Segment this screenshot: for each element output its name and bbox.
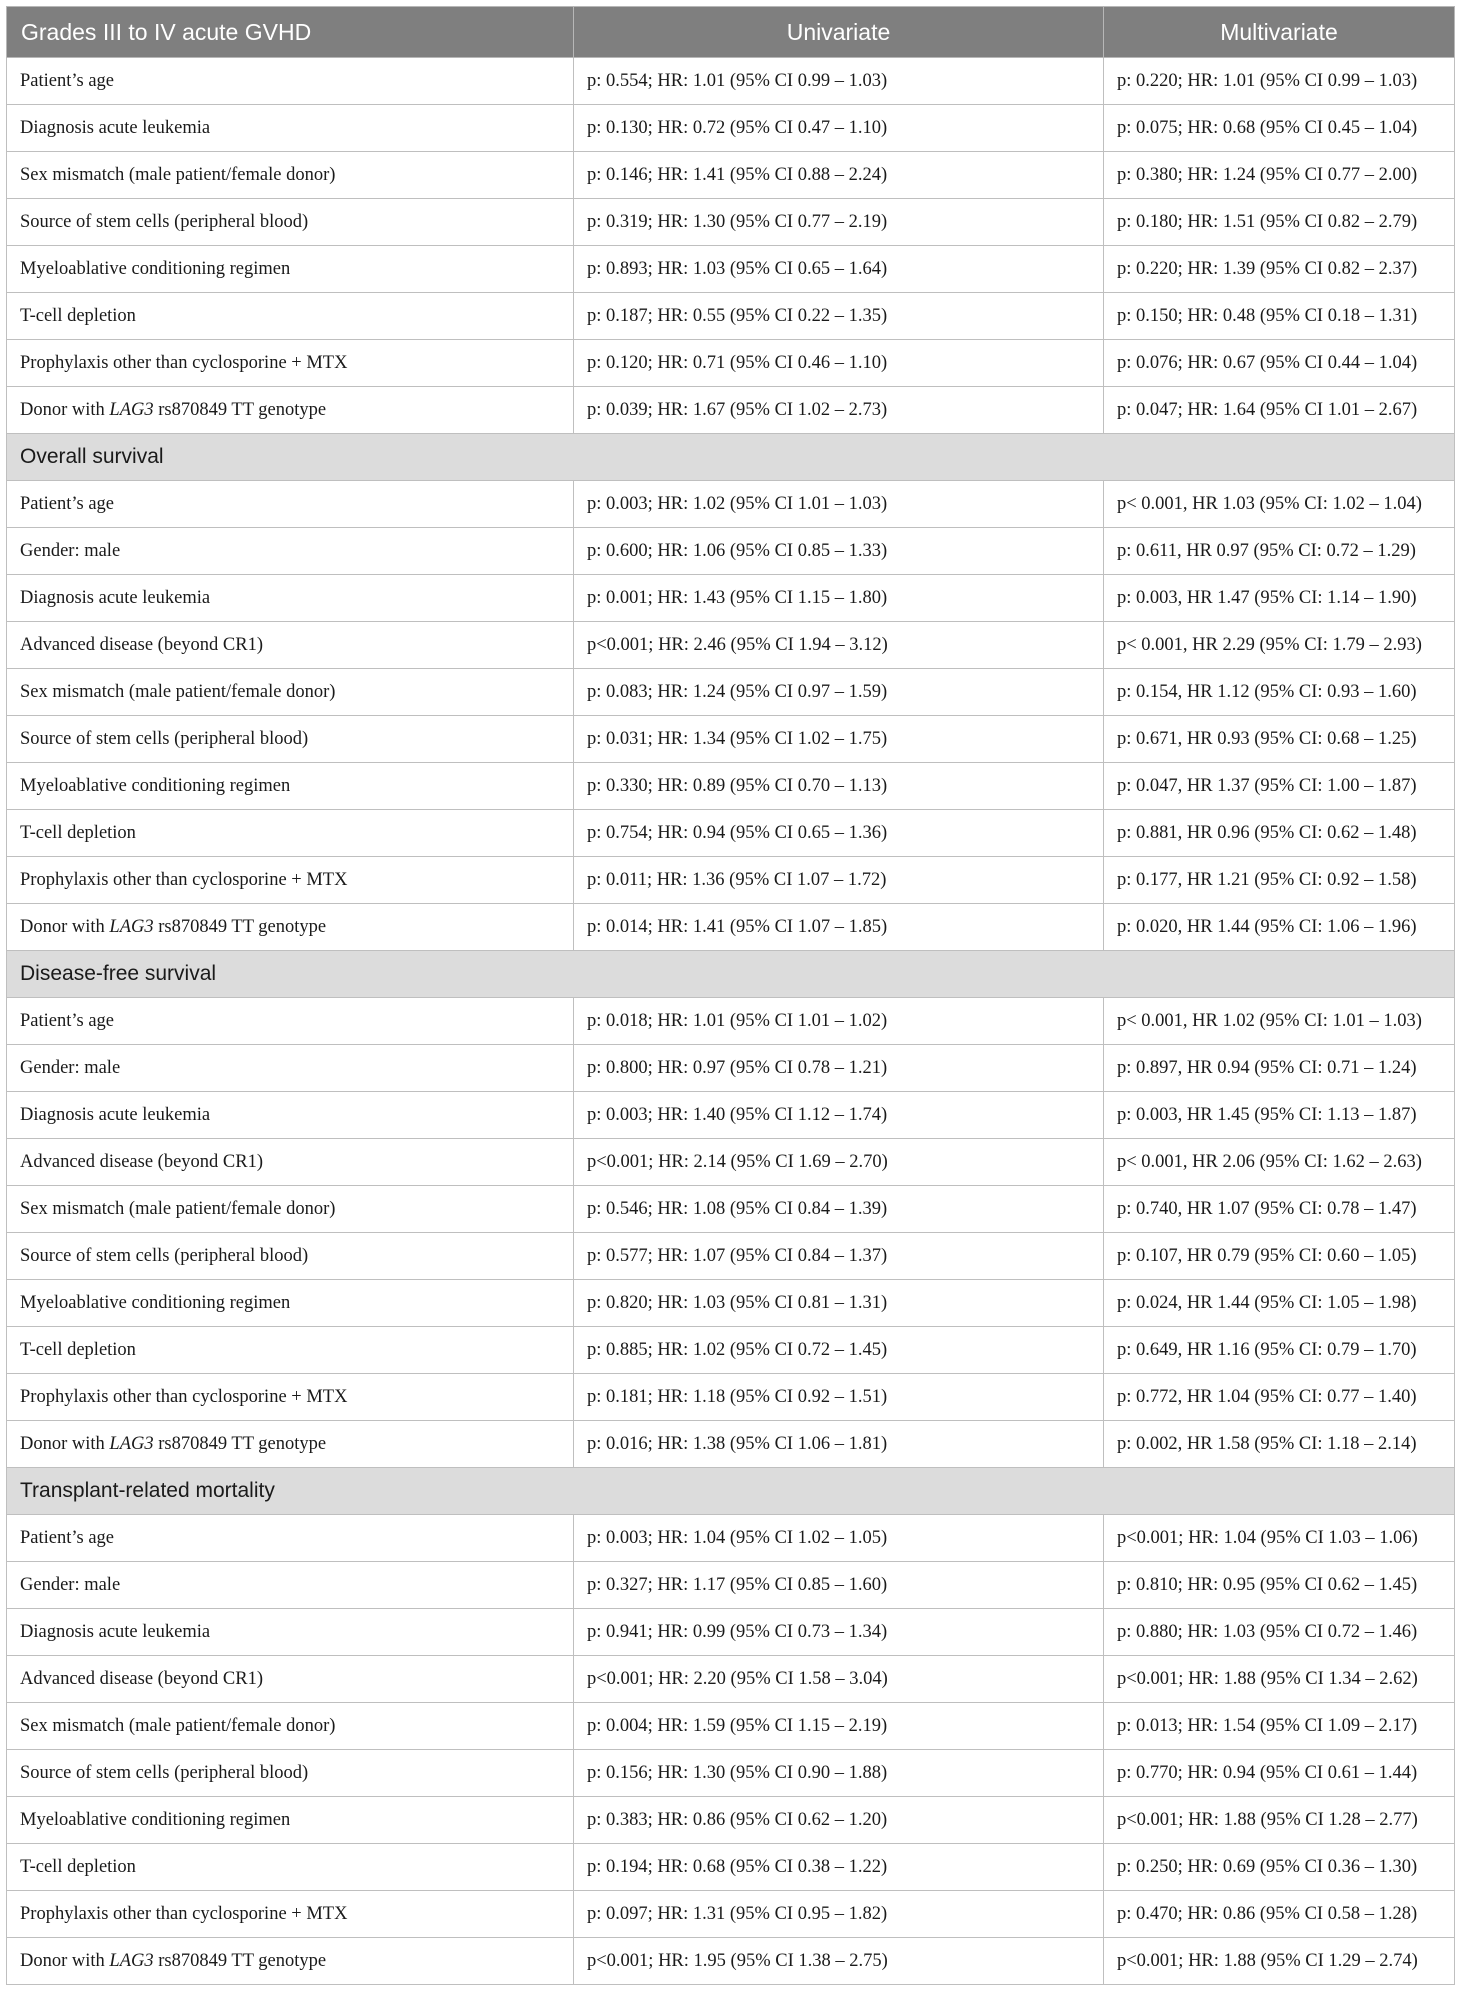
gene-name: LAG3	[109, 916, 154, 937]
multivariate-cell: p< 0.001, HR 2.29 (95% CI: 1.79 – 2.93)	[1104, 622, 1455, 669]
factor-cell	[7, 575, 574, 622]
factor-label: Myeloablative conditioning regimen	[20, 258, 291, 279]
factor-cell	[7, 1421, 574, 1468]
multivariate-cell: p<0.001; HR: 1.88 (95% CI 1.29 – 2.74)	[1104, 1938, 1455, 1985]
factor-cell	[7, 1562, 574, 1609]
multivariate-cell: p<0.001; HR: 1.04 (95% CI 1.03 – 1.06)	[1104, 1515, 1455, 1562]
factor-cell	[7, 1515, 574, 1562]
multivariate-cell: p: 0.220; HR: 1.39 (95% CI 0.82 – 2.37)	[1104, 246, 1455, 293]
table-row	[7, 904, 1455, 951]
table-row	[7, 810, 1455, 857]
table-row	[7, 763, 1455, 810]
table-row	[7, 1703, 1455, 1750]
factor-label: Advanced disease (beyond CR1)	[20, 634, 264, 655]
gene-name: LAG3	[109, 399, 154, 420]
factor-cell	[7, 105, 574, 152]
univariate-cell: p: 0.156; HR: 1.30 (95% CI 0.90 – 1.88)	[574, 1750, 1104, 1797]
factor-cell	[7, 246, 574, 293]
results-table-container	[6, 6, 1454, 1985]
factor-label: Gender: male	[20, 1574, 121, 1595]
table-body	[7, 58, 1455, 1985]
factor-label: Prophylaxis other than cyclosporine + MTX	[20, 1386, 348, 1407]
univariate-cell: p: 0.330; HR: 0.89 (95% CI 0.70 – 1.13)	[574, 763, 1104, 810]
factor-label: T-cell depletion	[20, 822, 136, 843]
header-row	[7, 7, 1455, 58]
factor-label: T-cell depletion	[20, 1339, 136, 1360]
univariate-cell: p: 0.885; HR: 1.02 (95% CI 0.72 – 1.45)	[574, 1327, 1104, 1374]
multivariate-cell: p: 0.649, HR 1.16 (95% CI: 0.79 – 1.70)	[1104, 1327, 1455, 1374]
multivariate-cell: p: 0.047; HR: 1.64 (95% CI 1.01 – 2.67)	[1104, 387, 1455, 434]
table-row	[7, 1656, 1455, 1703]
univariate-cell: p: 0.011; HR: 1.36 (95% CI 1.07 – 1.72)	[574, 857, 1104, 904]
univariate-cell: p: 0.187; HR: 0.55 (95% CI 0.22 – 1.35)	[574, 293, 1104, 340]
factor-label: Sex mismatch (male patient/female donor)	[20, 164, 336, 185]
section-header-row	[7, 951, 1455, 998]
table-row	[7, 246, 1455, 293]
factor-label: Sex mismatch (male patient/female donor)	[20, 1715, 336, 1736]
factor-cell	[7, 340, 574, 387]
multivariate-cell: p: 0.076; HR: 0.67 (95% CI 0.44 – 1.04)	[1104, 340, 1455, 387]
factor-label: Myeloablative conditioning regimen	[20, 1809, 291, 1830]
univariate-cell: p: 0.003; HR: 1.04 (95% CI 1.02 – 1.05)	[574, 1515, 1104, 1562]
factor-cell	[7, 810, 574, 857]
table-row	[7, 1844, 1455, 1891]
table-row	[7, 481, 1455, 528]
factor-cell	[7, 1186, 574, 1233]
table-row	[7, 1374, 1455, 1421]
univariate-cell: p: 0.577; HR: 1.07 (95% CI 0.84 – 1.37)	[574, 1233, 1104, 1280]
table-row	[7, 528, 1455, 575]
section-title: Transplant-related mortality	[7, 1468, 1455, 1515]
multivariate-cell: p: 0.810; HR: 0.95 (95% CI 0.62 – 1.45)	[1104, 1562, 1455, 1609]
table-row	[7, 998, 1455, 1045]
factor-label: Source of stem cells (peripheral blood)	[20, 211, 309, 232]
factor-cell	[7, 1938, 574, 1985]
factor-cell	[7, 1750, 574, 1797]
univariate-cell: p: 0.319; HR: 1.30 (95% CI 0.77 – 2.19)	[574, 199, 1104, 246]
section-title: Overall survival	[7, 434, 1455, 481]
table-row	[7, 1938, 1455, 1985]
factor-label: Diagnosis acute leukemia	[20, 1104, 211, 1125]
factor-cell	[7, 1797, 574, 1844]
factor-label-suffix: rs870849 TT genotype	[153, 1950, 327, 1971]
factor-label-suffix: rs870849 TT genotype	[153, 399, 327, 420]
table-row	[7, 1233, 1455, 1280]
table-row	[7, 340, 1455, 387]
factor-cell	[7, 58, 574, 105]
factor-cell	[7, 199, 574, 246]
multivariate-cell: p<0.001; HR: 1.88 (95% CI 1.34 – 2.62)	[1104, 1656, 1455, 1703]
univariate-cell: p: 0.120; HR: 0.71 (95% CI 0.46 – 1.10)	[574, 340, 1104, 387]
factor-cell	[7, 1374, 574, 1421]
factor-label: Patient’s age	[20, 1527, 115, 1548]
factor-cell	[7, 1139, 574, 1186]
multivariate-cell: p: 0.075; HR: 0.68 (95% CI 0.45 – 1.04)	[1104, 105, 1455, 152]
table-row	[7, 1750, 1455, 1797]
univariate-cell: p: 0.083; HR: 1.24 (95% CI 0.97 – 1.59)	[574, 669, 1104, 716]
table-row	[7, 575, 1455, 622]
factor-label: Myeloablative conditioning regimen	[20, 1292, 291, 1313]
univariate-cell: p: 0.820; HR: 1.03 (95% CI 0.81 – 1.31)	[574, 1280, 1104, 1327]
multivariate-cell: p< 0.001, HR 2.06 (95% CI: 1.62 – 2.63)	[1104, 1139, 1455, 1186]
factor-label: Patient’s age	[20, 1010, 115, 1031]
factor-label: Donor with	[20, 916, 110, 937]
factor-cell	[7, 1280, 574, 1327]
factor-cell	[7, 387, 574, 434]
factor-cell	[7, 716, 574, 763]
univariate-cell: p: 0.554; HR: 1.01 (95% CI 0.99 – 1.03)	[574, 58, 1104, 105]
multivariate-cell: p: 0.611, HR 0.97 (95% CI: 0.72 – 1.29)	[1104, 528, 1455, 575]
results-table	[6, 6, 1455, 1985]
factor-cell	[7, 1092, 574, 1139]
table-row	[7, 1515, 1455, 1562]
univariate-cell: p: 0.018; HR: 1.01 (95% CI 1.01 – 1.02)	[574, 998, 1104, 1045]
multivariate-cell: p: 0.772, HR 1.04 (95% CI: 0.77 – 1.40)	[1104, 1374, 1455, 1421]
multivariate-cell: p: 0.671, HR 0.93 (95% CI: 0.68 – 1.25)	[1104, 716, 1455, 763]
gene-name: LAG3	[109, 1433, 154, 1454]
univariate-cell: p: 0.194; HR: 0.68 (95% CI 0.38 – 1.22)	[574, 1844, 1104, 1891]
factor-label: Source of stem cells (peripheral blood)	[20, 1762, 309, 1783]
univariate-cell: p: 0.097; HR: 1.31 (95% CI 0.95 – 1.82)	[574, 1891, 1104, 1938]
factor-label: Source of stem cells (peripheral blood)	[20, 1245, 309, 1266]
factor-label: Patient’s age	[20, 493, 115, 514]
factor-cell	[7, 1233, 574, 1280]
multivariate-cell: p: 0.380; HR: 1.24 (95% CI 0.77 – 2.00)	[1104, 152, 1455, 199]
table-row	[7, 1327, 1455, 1374]
univariate-cell: p: 0.003; HR: 1.02 (95% CI 1.01 – 1.03)	[574, 481, 1104, 528]
factor-label: Donor with	[20, 399, 110, 420]
univariate-cell: p: 0.181; HR: 1.18 (95% CI 0.92 – 1.51)	[574, 1374, 1104, 1421]
factor-label: Advanced disease (beyond CR1)	[20, 1668, 264, 1689]
factor-cell	[7, 904, 574, 951]
univariate-cell: p: 0.754; HR: 0.94 (95% CI 0.65 – 1.36)	[574, 810, 1104, 857]
factor-label: Myeloablative conditioning regimen	[20, 775, 291, 796]
table-row	[7, 1609, 1455, 1656]
univariate-cell: p: 0.001; HR: 1.43 (95% CI 1.15 – 1.80)	[574, 575, 1104, 622]
table-row	[7, 1092, 1455, 1139]
factor-label: Gender: male	[20, 1057, 121, 1078]
factor-cell	[7, 1327, 574, 1374]
factor-cell	[7, 1609, 574, 1656]
factor-cell	[7, 763, 574, 810]
univariate-cell: p: 0.130; HR: 0.72 (95% CI 0.47 – 1.10)	[574, 105, 1104, 152]
univariate-cell: p: 0.146; HR: 1.41 (95% CI 0.88 – 2.24)	[574, 152, 1104, 199]
univariate-cell: p<0.001; HR: 2.20 (95% CI 1.58 – 3.04)	[574, 1656, 1104, 1703]
factor-label: T-cell depletion	[20, 305, 136, 326]
factor-label: Sex mismatch (male patient/female donor)	[20, 681, 336, 702]
univariate-cell: p<0.001; HR: 2.46 (95% CI 1.94 – 3.12)	[574, 622, 1104, 669]
header-univariate: Univariate	[574, 7, 1104, 58]
table-row	[7, 387, 1455, 434]
table-row	[7, 58, 1455, 105]
factor-label: Donor with	[20, 1433, 110, 1454]
univariate-cell: p: 0.003; HR: 1.40 (95% CI 1.12 – 1.74)	[574, 1092, 1104, 1139]
multivariate-cell: p: 0.897, HR 0.94 (95% CI: 0.71 – 1.24)	[1104, 1045, 1455, 1092]
factor-label: Prophylaxis other than cyclosporine + MTX	[20, 869, 348, 890]
factor-cell	[7, 857, 574, 904]
multivariate-cell: p: 0.020, HR 1.44 (95% CI: 1.06 – 1.96)	[1104, 904, 1455, 951]
factor-label: T-cell depletion	[20, 1856, 136, 1877]
table-row	[7, 1797, 1455, 1844]
factor-cell	[7, 293, 574, 340]
factor-cell	[7, 481, 574, 528]
section-header-row	[7, 434, 1455, 481]
table-row	[7, 293, 1455, 340]
table-row	[7, 1186, 1455, 1233]
univariate-cell: p: 0.016; HR: 1.38 (95% CI 1.06 – 1.81)	[574, 1421, 1104, 1468]
univariate-cell: p<0.001; HR: 2.14 (95% CI 1.69 – 2.70)	[574, 1139, 1104, 1186]
multivariate-cell: p: 0.003, HR 1.45 (95% CI: 1.13 – 1.87)	[1104, 1092, 1455, 1139]
factor-label: Prophylaxis other than cyclosporine + MTX	[20, 352, 348, 373]
factor-label: Source of stem cells (peripheral blood)	[20, 728, 309, 749]
header-grades-gvhd: Grades III to IV acute GVHD	[7, 7, 574, 58]
multivariate-cell: p: 0.470; HR: 0.86 (95% CI 0.58 – 1.28)	[1104, 1891, 1455, 1938]
table-row	[7, 199, 1455, 246]
factor-label-suffix: rs870849 TT genotype	[153, 1433, 327, 1454]
multivariate-cell: p: 0.003, HR 1.47 (95% CI: 1.14 – 1.90)	[1104, 575, 1455, 622]
multivariate-cell: p: 0.107, HR 0.79 (95% CI: 0.60 – 1.05)	[1104, 1233, 1455, 1280]
univariate-cell: p: 0.800; HR: 0.97 (95% CI 0.78 – 1.21)	[574, 1045, 1104, 1092]
univariate-cell: p: 0.004; HR: 1.59 (95% CI 1.15 – 2.19)	[574, 1703, 1104, 1750]
univariate-cell: p: 0.383; HR: 0.86 (95% CI 0.62 – 1.20)	[574, 1797, 1104, 1844]
multivariate-cell: p: 0.880; HR: 1.03 (95% CI 0.72 – 1.46)	[1104, 1609, 1455, 1656]
factor-label: Patient’s age	[20, 70, 115, 91]
header-multivariate: Multivariate	[1104, 7, 1455, 58]
multivariate-cell: p: 0.002, HR 1.58 (95% CI: 1.18 – 2.14)	[1104, 1421, 1455, 1468]
multivariate-cell: p: 0.881, HR 0.96 (95% CI: 0.62 – 1.48)	[1104, 810, 1455, 857]
multivariate-cell: p: 0.013; HR: 1.54 (95% CI 1.09 – 2.17)	[1104, 1703, 1455, 1750]
factor-label: Donor with	[20, 1950, 110, 1971]
multivariate-cell: p: 0.177, HR 1.21 (95% CI: 0.92 – 1.58)	[1104, 857, 1455, 904]
table-header	[7, 7, 1455, 58]
univariate-cell: p: 0.327; HR: 1.17 (95% CI 0.85 – 1.60)	[574, 1562, 1104, 1609]
multivariate-cell: p: 0.154, HR 1.12 (95% CI: 0.93 – 1.60)	[1104, 669, 1455, 716]
multivariate-cell: p: 0.250; HR: 0.69 (95% CI 0.36 – 1.30)	[1104, 1844, 1455, 1891]
factor-label: Prophylaxis other than cyclosporine + MTX	[20, 1903, 348, 1924]
factor-cell	[7, 1891, 574, 1938]
factor-cell	[7, 1045, 574, 1092]
table-row	[7, 1280, 1455, 1327]
univariate-cell: p: 0.941; HR: 0.99 (95% CI 0.73 – 1.34)	[574, 1609, 1104, 1656]
table-row	[7, 1045, 1455, 1092]
univariate-cell: p: 0.014; HR: 1.41 (95% CI 1.07 – 1.85)	[574, 904, 1104, 951]
table-row	[7, 1421, 1455, 1468]
factor-label: Diagnosis acute leukemia	[20, 117, 211, 138]
univariate-cell: p: 0.039; HR: 1.67 (95% CI 1.02 – 2.73)	[574, 387, 1104, 434]
table-row	[7, 1562, 1455, 1609]
factor-label: Diagnosis acute leukemia	[20, 587, 211, 608]
univariate-cell: p<0.001; HR: 1.95 (95% CI 1.38 – 2.75)	[574, 1938, 1104, 1985]
multivariate-cell: p: 0.770; HR: 0.94 (95% CI 0.61 – 1.44)	[1104, 1750, 1455, 1797]
multivariate-cell: p: 0.220; HR: 1.01 (95% CI 0.99 – 1.03)	[1104, 58, 1455, 105]
factor-label: Sex mismatch (male patient/female donor)	[20, 1198, 336, 1219]
factor-cell	[7, 998, 574, 1045]
table-row	[7, 857, 1455, 904]
table-row	[7, 152, 1455, 199]
univariate-cell: p: 0.600; HR: 1.06 (95% CI 0.85 – 1.33)	[574, 528, 1104, 575]
gene-name: LAG3	[109, 1950, 154, 1971]
factor-cell	[7, 669, 574, 716]
table-row	[7, 716, 1455, 763]
multivariate-cell: p: 0.024, HR 1.44 (95% CI: 1.05 – 1.98)	[1104, 1280, 1455, 1327]
multivariate-cell: p: 0.180; HR: 1.51 (95% CI 0.82 – 2.79)	[1104, 199, 1455, 246]
table-row	[7, 105, 1455, 152]
table-row	[7, 669, 1455, 716]
multivariate-cell: p: 0.150; HR: 0.48 (95% CI 0.18 – 1.31)	[1104, 293, 1455, 340]
univariate-cell: p: 0.893; HR: 1.03 (95% CI 0.65 – 1.64)	[574, 246, 1104, 293]
factor-label-suffix: rs870849 TT genotype	[153, 916, 327, 937]
multivariate-cell: p: 0.740, HR 1.07 (95% CI: 0.78 – 1.47)	[1104, 1186, 1455, 1233]
section-header-row	[7, 1468, 1455, 1515]
factor-label: Gender: male	[20, 540, 121, 561]
table-row	[7, 1139, 1455, 1186]
multivariate-cell: p< 0.001, HR 1.03 (95% CI: 1.02 – 1.04)	[1104, 481, 1455, 528]
multivariate-cell: p< 0.001, HR 1.02 (95% CI: 1.01 – 1.03)	[1104, 998, 1455, 1045]
table-row	[7, 622, 1455, 669]
factor-cell	[7, 1844, 574, 1891]
multivariate-cell: p: 0.047, HR 1.37 (95% CI: 1.00 – 1.87)	[1104, 763, 1455, 810]
factor-label: Diagnosis acute leukemia	[20, 1621, 211, 1642]
factor-label: Advanced disease (beyond CR1)	[20, 1151, 264, 1172]
multivariate-cell: p<0.001; HR: 1.88 (95% CI 1.28 – 2.77)	[1104, 1797, 1455, 1844]
factor-cell	[7, 622, 574, 669]
univariate-cell: p: 0.546; HR: 1.08 (95% CI 0.84 – 1.39)	[574, 1186, 1104, 1233]
factor-cell	[7, 1703, 574, 1750]
factor-cell	[7, 1656, 574, 1703]
factor-cell	[7, 528, 574, 575]
table-row	[7, 1891, 1455, 1938]
section-title: Disease-free survival	[7, 951, 1455, 998]
factor-cell	[7, 152, 574, 199]
univariate-cell: p: 0.031; HR: 1.34 (95% CI 1.02 – 1.75)	[574, 716, 1104, 763]
